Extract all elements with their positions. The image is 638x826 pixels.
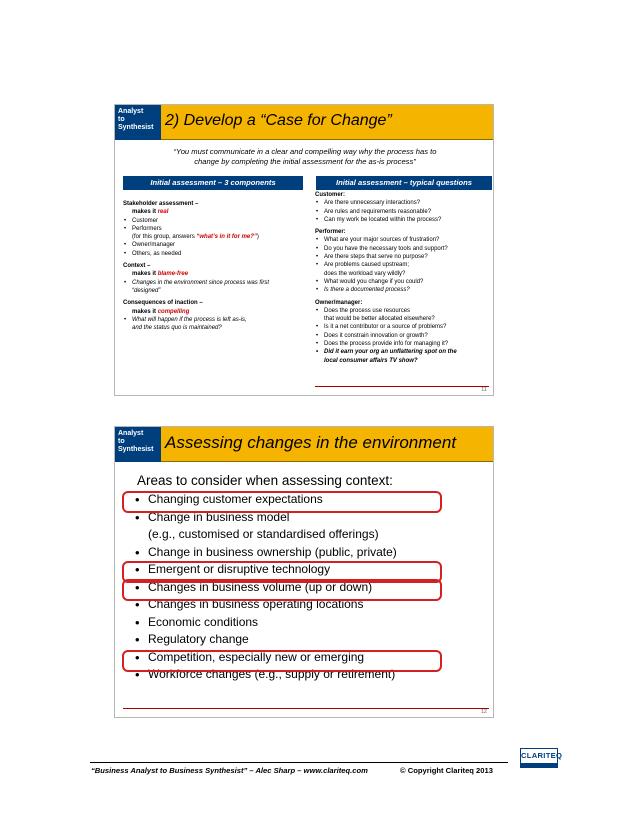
list-item: • What are your major sources of frustration? (315, 236, 493, 244)
slide-footer-rule (123, 708, 489, 709)
footer-copyright: © Copyright Clariteq 2013 (400, 766, 493, 775)
slide-footer-rule (315, 386, 489, 387)
context-intro: Areas to consider when assessing context: (137, 473, 393, 488)
slide-header (115, 105, 493, 140)
tag-line: Synthesist (118, 446, 154, 453)
list-item-cont: local consumer affairs TV show? (324, 357, 418, 364)
list-item: • Are rules and requirements reasonable? (315, 208, 493, 216)
tag-line: to (118, 438, 125, 445)
highlight-box (122, 650, 442, 672)
owner-block (315, 299, 493, 365)
clariteq-logo: CLARITEQ (520, 748, 558, 764)
block-subheading: makes it blame-free (132, 271, 189, 278)
analyst-synthesist-tag (115, 427, 161, 462)
list-item-cont: does the workload vary wildly? (324, 270, 406, 277)
list-item: • Regulatory change (127, 631, 397, 649)
consequences-block (123, 299, 308, 332)
right-column-header: Initial assessment – typical questions (316, 176, 492, 190)
list-item-cont: and the status quo is maintained? (132, 325, 222, 332)
slide-assessing-changes (114, 426, 494, 718)
assessment-components (123, 200, 308, 336)
block-subheading: makes it real (132, 209, 169, 216)
slide-header (115, 427, 493, 462)
analyst-synthesist-tag (115, 105, 161, 140)
list-item: • Changes in the environment since process was first (123, 279, 308, 287)
list-item: • Are there steps that serve no purpose? (315, 253, 493, 261)
list-item: • Others, as needed (123, 250, 308, 258)
list-item: • Performers (123, 225, 308, 233)
list-item: • Changes in business volume (up or down) (127, 579, 397, 597)
stakeholder-block (123, 200, 308, 258)
highlight-box (122, 491, 442, 513)
list-item: • Does the process use resources (315, 307, 493, 315)
logo-bar (520, 764, 558, 768)
slide-title: 2) Develop a “Case for Change” (165, 112, 392, 129)
customer-block (315, 191, 493, 224)
highlight-box (122, 579, 442, 601)
list-item: • Does the process provide info for managing it? (315, 340, 493, 348)
footer-divider (90, 762, 508, 763)
list-item: • Changing customer expectations (127, 491, 397, 509)
list-item: • Is there a documented process? (315, 286, 493, 294)
list-item: • Change in business model (e.g., customised or standardised offerings) (127, 509, 397, 544)
block-heading: Consequences of inaction – (123, 300, 203, 307)
page-number: 12 (480, 709, 487, 715)
tag-line: to (118, 116, 125, 123)
list-item: • Are problems caused upstream; (315, 261, 493, 269)
quote-line: “You must communicate in a clear and compelling way why the process has to (173, 147, 437, 156)
tag-line: Analyst (118, 108, 144, 115)
list-item: • Did it earn your org an unflattering spot on the (315, 348, 493, 356)
left-column-header: Initial assessment – 3 components (123, 176, 303, 190)
list-item-cont: “designed” (132, 287, 161, 294)
tag-line: Synthesist (118, 124, 154, 131)
block-subheading: makes it compelling (132, 308, 190, 315)
list-item: • Do you have the necessary tools and support? (315, 245, 493, 253)
list-item: • Customer (123, 217, 308, 225)
performer-block (315, 228, 493, 294)
list-item-cont: that would be better allocated elsewhere? (324, 316, 435, 323)
block-heading: Customer: (315, 192, 346, 198)
tag-line: Analyst (118, 430, 144, 437)
page-number: 11 (481, 387, 487, 393)
list-item: • What will happen if the process is left as-is, (123, 316, 308, 324)
list-item: • Owner/manager (123, 241, 308, 249)
quote-line: change by completing the initial assessment for the as-is process” (194, 157, 416, 166)
performers-note: (for this group, answers “what’s in it for me?”) (132, 234, 259, 241)
list-item: • Are there unnecessary interactions? (315, 199, 493, 207)
list-item: • Economic conditions (127, 614, 397, 632)
slide-quote (135, 147, 475, 167)
footer-credit: “Business Analyst to Business Synthesist” – Alec Sharp – www.clariteq.com (91, 766, 368, 775)
context-block (123, 262, 308, 295)
list-item: • What would you change if you could? (315, 278, 493, 286)
list-item: • Competition, especially new or emerging (127, 649, 397, 667)
typical-questions (315, 191, 493, 369)
block-heading: Performer: (315, 229, 346, 236)
slide-title: Assessing changes in the environment (165, 433, 457, 452)
block-heading: Context – (123, 263, 151, 270)
block-heading: Owner/manager: (315, 299, 363, 306)
list-item: • Workforce changes (e.g., supply or retirement) (127, 666, 397, 684)
list-item: • Emergent or disruptive technology (127, 561, 397, 579)
list-item: • Change in business ownership (public, private) (127, 544, 397, 562)
list-item: • Can my work be located within the process? (315, 216, 493, 224)
list-item: • Is it a net contributor or a source of problems? (315, 323, 493, 331)
block-heading: Stakeholder assessment – (123, 201, 199, 207)
list-item: • Does it constrain innovation or growth? (315, 332, 493, 340)
slide-case-for-change (114, 104, 494, 396)
list-item: • Changes in business operating locations (127, 596, 397, 614)
